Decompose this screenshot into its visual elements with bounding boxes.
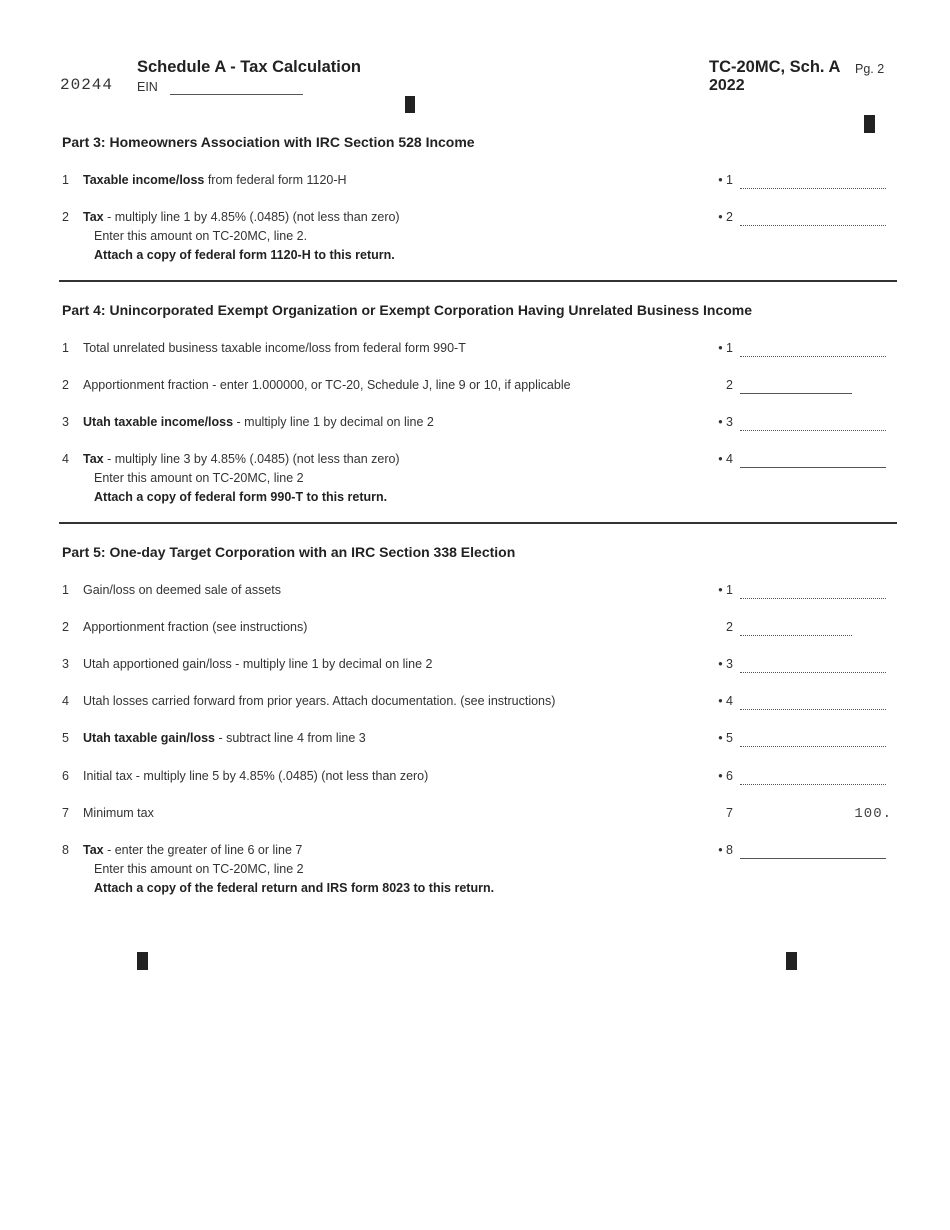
part3-line-1 (0, 173, 950, 195)
line-ref: 2 (726, 620, 733, 634)
line-ref: • 3 (718, 415, 733, 429)
tax-year: 2022 (709, 77, 745, 94)
line-number: 3 (62, 657, 69, 671)
form-number: 20244 (60, 76, 114, 94)
section-divider (59, 280, 897, 282)
part4-line-3 (0, 415, 950, 437)
page-title: Schedule A - Tax Calculation (137, 58, 362, 76)
line-number: 4 (62, 452, 69, 466)
line-ref: • 4 (718, 694, 733, 708)
minimum-tax-value: 100. (854, 806, 892, 822)
line-number: 7 (62, 806, 69, 820)
line-description: Tax - enter the greater of line 6 or line 7 (83, 843, 303, 857)
line-description: Utah taxable gain/loss - subtract line 4 from line 3 (83, 731, 366, 745)
line-attachment-note: Attach a copy of federal form 990-T to this return. (94, 490, 388, 504)
line-number: 6 (62, 769, 69, 783)
line-description: Tax - multiply line 1 by 4.85% (.0485) (not less than zero) (83, 210, 400, 224)
line-description: Gain/loss on deemed sale of assets (83, 583, 282, 597)
part4-line-3-input[interactable] (740, 415, 886, 431)
part5-line-1-input[interactable] (740, 583, 886, 599)
part4-line-1-input[interactable] (740, 341, 886, 357)
registration-mark-top-right (864, 115, 875, 133)
ein-input[interactable] (170, 78, 303, 95)
line-ref: 7 (726, 806, 733, 820)
part5-line-2-input[interactable] (740, 620, 852, 636)
line-description: Taxable income/loss from federal form 1120-H (83, 173, 347, 187)
line-number: 4 (62, 694, 69, 708)
line-ref: • 1 (718, 173, 733, 187)
line-number: 2 (62, 210, 69, 224)
line-instruction: Enter this amount on TC-20MC, line 2 (94, 471, 304, 485)
part3-line-2 (0, 210, 950, 262)
registration-mark-bottom-right (786, 952, 797, 970)
line-number: 1 (62, 341, 69, 355)
line-number: 5 (62, 731, 69, 745)
line-description: Apportionment fraction - enter 1.000000, or TC-20, Schedule J, line 9 or 10, if applicable (83, 378, 571, 392)
part3-title: Part 3: Homeowners Association with IRC Section 528 Income (62, 134, 475, 150)
line-description: Utah taxable income/loss - multiply line 1 by decimal on line 2 (83, 415, 434, 429)
part5-line-6-input[interactable] (740, 769, 886, 785)
line-ref: • 8 (718, 843, 733, 857)
line-instruction: Enter this amount on TC-20MC, line 2 (94, 862, 304, 876)
line-ref: • 5 (718, 731, 733, 745)
line-ref: • 6 (718, 769, 733, 783)
part4-line-4 (0, 452, 950, 504)
part4-line-2-input[interactable] (740, 378, 852, 394)
line-ref: • 4 (718, 452, 733, 466)
part5-title: Part 5: One-day Target Corporation with an IRC Section 338 Election (62, 544, 516, 560)
line-attachment-note: Attach a copy of the federal return and IRS form 8023 to this return. (94, 881, 495, 895)
part5-line-8-input[interactable] (740, 843, 886, 859)
part5-line-2 (0, 620, 950, 642)
part4-line-2 (0, 378, 950, 400)
part4-title: Part 4: Unincorporated Exempt Organization or Exempt Corporation Having Unrelated Business Income (62, 302, 753, 318)
part5-line-3-input[interactable] (740, 657, 886, 673)
part5-line-8 (0, 843, 950, 895)
part5-line-5-input[interactable] (740, 731, 886, 747)
part3-line-2-input[interactable] (740, 210, 886, 226)
line-description: Total unrelated business taxable income/loss from federal form 990-T (83, 341, 466, 355)
part5-line-3 (0, 657, 950, 679)
line-attachment-note: Attach a copy of federal form 1120-H to this return. (94, 248, 395, 262)
line-number: 3 (62, 415, 69, 429)
line-description: Utah apportioned gain/loss - multiply line 1 by decimal on line 2 (83, 657, 433, 671)
line-ref: • 3 (718, 657, 733, 671)
part4-line-4-input[interactable] (740, 452, 886, 468)
part4-line-1 (0, 341, 950, 363)
part5-line-1 (0, 583, 950, 605)
part5-line-7 (0, 806, 950, 828)
registration-mark-top-center (405, 96, 415, 113)
registration-mark-bottom-left (137, 952, 148, 970)
line-description: Tax - multiply line 3 by 4.85% (.0485) (not less than zero) (83, 452, 400, 466)
line-number: 1 (62, 583, 69, 597)
part3-line-1-input[interactable] (740, 173, 886, 189)
line-description: Minimum tax (83, 806, 154, 820)
page-number: Pg. 2 (855, 62, 885, 76)
line-ref: • 2 (718, 210, 733, 224)
line-description: Initial tax - multiply line 5 by 4.85% (.0485) (not less than zero) (83, 769, 429, 783)
part5-line-4 (0, 694, 950, 716)
line-ref: • 1 (718, 341, 733, 355)
form-id: TC-20MC, Sch. A (709, 58, 841, 76)
line-number: 2 (62, 378, 69, 392)
line-number: 1 (62, 173, 69, 187)
section-divider (59, 522, 897, 524)
line-ref: • 1 (718, 583, 733, 597)
line-instruction: Enter this amount on TC-20MC, line 2. (94, 229, 308, 243)
part5-line-4-input[interactable] (740, 694, 886, 710)
line-description: Utah losses carried forward from prior years. Attach documentation. (see instructions) (83, 694, 556, 708)
ein-label: EIN (137, 80, 158, 94)
line-number: 8 (62, 843, 69, 857)
part5-line-6 (0, 769, 950, 791)
part5-line-5 (0, 731, 950, 753)
line-ref: 2 (726, 378, 733, 392)
line-number: 2 (62, 620, 69, 634)
line-description: Apportionment fraction (see instructions) (83, 620, 308, 634)
